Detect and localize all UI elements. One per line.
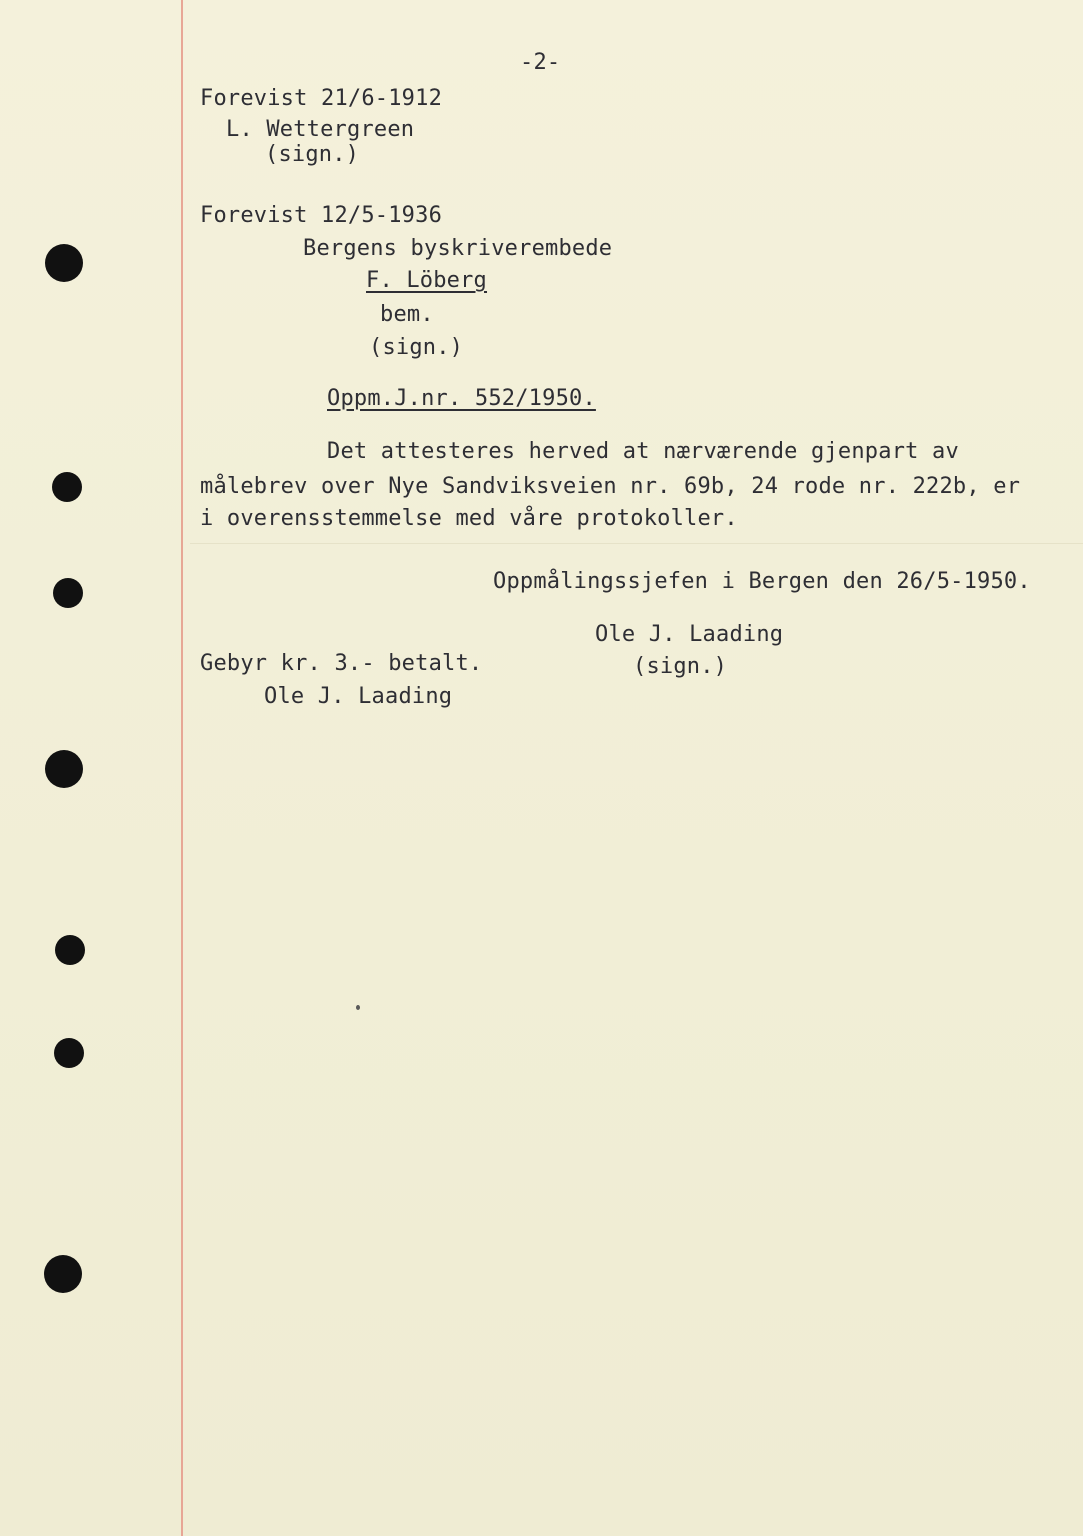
forevist-1936-title: bem. xyxy=(380,302,434,327)
paper-speck xyxy=(356,1005,360,1010)
page-number: -2- xyxy=(520,50,561,75)
attest-line-2: målebrev over Nye Sandviksveien nr. 69b, 24 rode nr. 222b, er xyxy=(200,474,1021,499)
forevist-1936-sign: (sign.) xyxy=(369,335,464,360)
forevist-1936-office: Bergens byskriverembede xyxy=(303,236,613,261)
punch-hole xyxy=(44,1255,82,1293)
punch-hole xyxy=(55,935,85,965)
signatory-name: Ole J. Laading xyxy=(595,622,784,647)
forevist-1912-sign: (sign.) xyxy=(265,142,360,167)
attest-line-3: i overensstemmelse med våre protokoller. xyxy=(200,506,738,531)
fold-line xyxy=(190,543,1083,544)
punch-hole xyxy=(45,244,83,282)
punch-hole xyxy=(52,472,82,502)
punch-hole xyxy=(54,1038,84,1068)
place-date: Oppmålingssjefen i Bergen den 26/5-1950. xyxy=(493,569,1031,594)
forevist-1936-line: Forevist 12/5-1936 xyxy=(200,203,443,228)
journal-reference: Oppm.J.nr. 552/1950. xyxy=(327,386,596,411)
fee-name: Ole J. Laading xyxy=(264,684,453,709)
forevist-1912-name: L. Wettergreen xyxy=(226,117,415,142)
margin-rule xyxy=(181,0,183,1536)
forevist-1912-line: Forevist 21/6-1912 xyxy=(200,86,443,111)
signatory-sign: (sign.) xyxy=(633,654,728,679)
punch-hole xyxy=(53,578,83,608)
fee-line: Gebyr kr. 3.- betalt. xyxy=(200,651,483,676)
attest-line-1: Det attesteres herved at nærværende gjenpart av xyxy=(327,439,959,464)
punch-hole xyxy=(45,750,83,788)
forevist-1936-name: F. Löberg xyxy=(366,268,488,293)
